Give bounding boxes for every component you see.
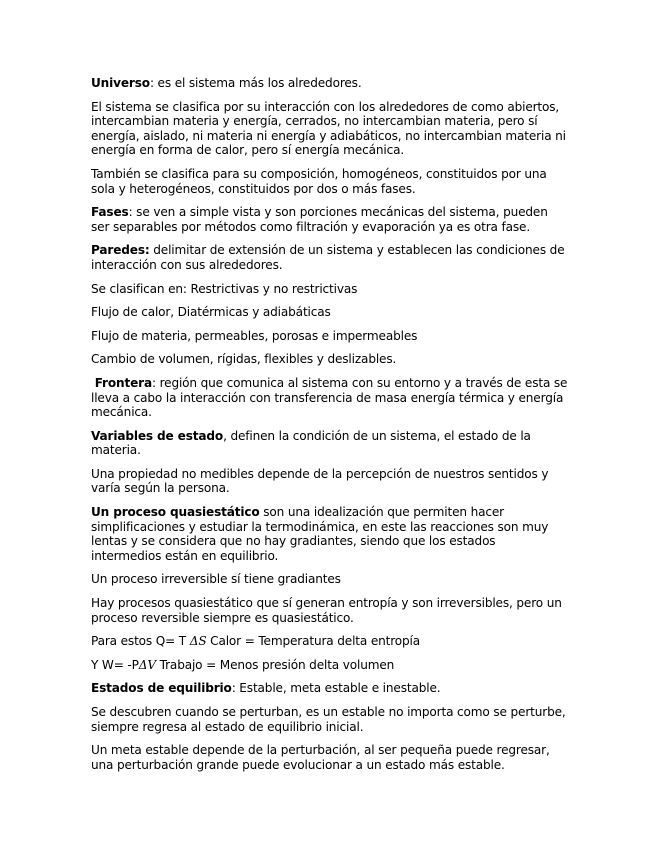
definition-variables-estado: , definen la condición de un sistema, el estado de la materia.: [91, 428, 531, 458]
paragraph-estados-equilibrio: [91, 681, 569, 696]
term-fases: Fases: [91, 205, 129, 220]
formula-delta-s: ΔS: [189, 634, 207, 649]
definition-proceso-quasiestatico: son una idealización que permiten hacer simplificaciones y estudiar la termodinámica, en este las reacciones son muy lentas y se considera que no hay gradiantes, siendo que los estados intermedios están en equilibrio.: [91, 505, 549, 563]
term-proceso-quasiestatico: Un proceso quasiestático: [91, 505, 260, 520]
term-frontera: Frontera: [94, 375, 152, 390]
paragraph-estable: Se descubren cuando se perturban, es un estable no importa como se perturbe, siempre regresa al estado de equilibrio inicial.: [91, 705, 566, 734]
paragraph-variables-estado: [91, 429, 569, 458]
document-page: [91, 76, 569, 781]
formula-calor-prefix: Para estos Q= T: [91, 634, 190, 649]
paragraph-entropia: Hay procesos quasiestático que sí generan entropía y son irreversibles, pero un proceso reversible siempre es quasiestático.: [91, 596, 562, 625]
paragraph-cambio-volumen: Cambio de volumen, rígidas, flexibles y deslizables.: [91, 352, 397, 367]
paragraph-universo: [91, 76, 569, 91]
paragraph-formula-calor: [91, 634, 569, 649]
term-universo: Universo: [91, 76, 150, 90]
paragraph-paredes: [91, 243, 569, 272]
paragraph-formula-trabajo: [91, 658, 569, 673]
paragraph-clasifican: Se clasifican en: Restrictivas y no restrictivas: [91, 281, 358, 296]
paragraph-clasificacion-composicion: También se clasifica para su composición, homogéneos, constituidos por una sola y heterogéneos, constituidos por dos o más fases.: [91, 166, 547, 196]
paragraph-fases: [91, 205, 569, 234]
paragraph-proceso-irreversible: Un proceso irreversible sí tiene gradiantes: [91, 572, 341, 587]
paragraph-propiedad: Una propiedad no medibles depende de la percepción de nuestros sentidos y varía según la persona.: [91, 466, 549, 496]
term-paredes: Paredes:: [91, 243, 150, 258]
formula-calor-suffix: Calor = Temperatura delta entropía: [206, 634, 421, 649]
definition-frontera: : región que comunica al sistema con su entorno y a través de esta se lleva a cabo la interacción con transferencia de masa energía térmica y energía mecánica.: [91, 375, 568, 420]
formula-trabajo-suffix: Trabajo = Menos presión delta volumen: [155, 657, 395, 672]
paragraph-flujo-calor: Flujo de calor, Diatérmicas y adiabáticas: [91, 305, 331, 320]
definition-estados-equilibrio: : Estable, meta estable e inestable.: [231, 681, 441, 696]
paragraph-proceso-quasiestatico: [91, 505, 569, 563]
paragraph-meta-estable: Un meta estable depende de la perturbación, al ser pequeña puede regresar, una perturbación grande puede evolucionar a un estado más estable.: [91, 743, 550, 772]
term-variables-estado: Variables de estado: [91, 428, 224, 443]
formula-delta-v: ΔV: [138, 657, 156, 672]
paragraph-frontera: [91, 376, 569, 420]
definition-fases: : se ven a simple vista y son porciones mecánicas del sistema, pueden ser separables por métodos como filtración y evaporación ya es otra fase.: [91, 205, 548, 234]
term-estados-equilibrio: Estados de equilibrio: [91, 681, 232, 696]
formula-trabajo-prefix: Y W= -P: [91, 657, 139, 672]
definition-universo: : es el sistema más los alrededores.: [149, 76, 362, 90]
definition-paredes: delimitar de extensión de un sistema y establecen las condiciones de interacción con sus alrededores.: [91, 243, 565, 272]
paragraph-clasificacion-interaccion: El sistema se clasifica por su interacción con los alrededores de como abiertos, intercambian materia y energía, cerrados, no intercambian materia, pero sí energía, aislado, ni materia ni energía y adiabáticos, no intercambian materia ni energía en forma de calor, pero sí energía mecánica.: [91, 99, 566, 158]
paragraph-flujo-materia: Flujo de materia, permeables, porosas e impermeables: [91, 328, 418, 343]
